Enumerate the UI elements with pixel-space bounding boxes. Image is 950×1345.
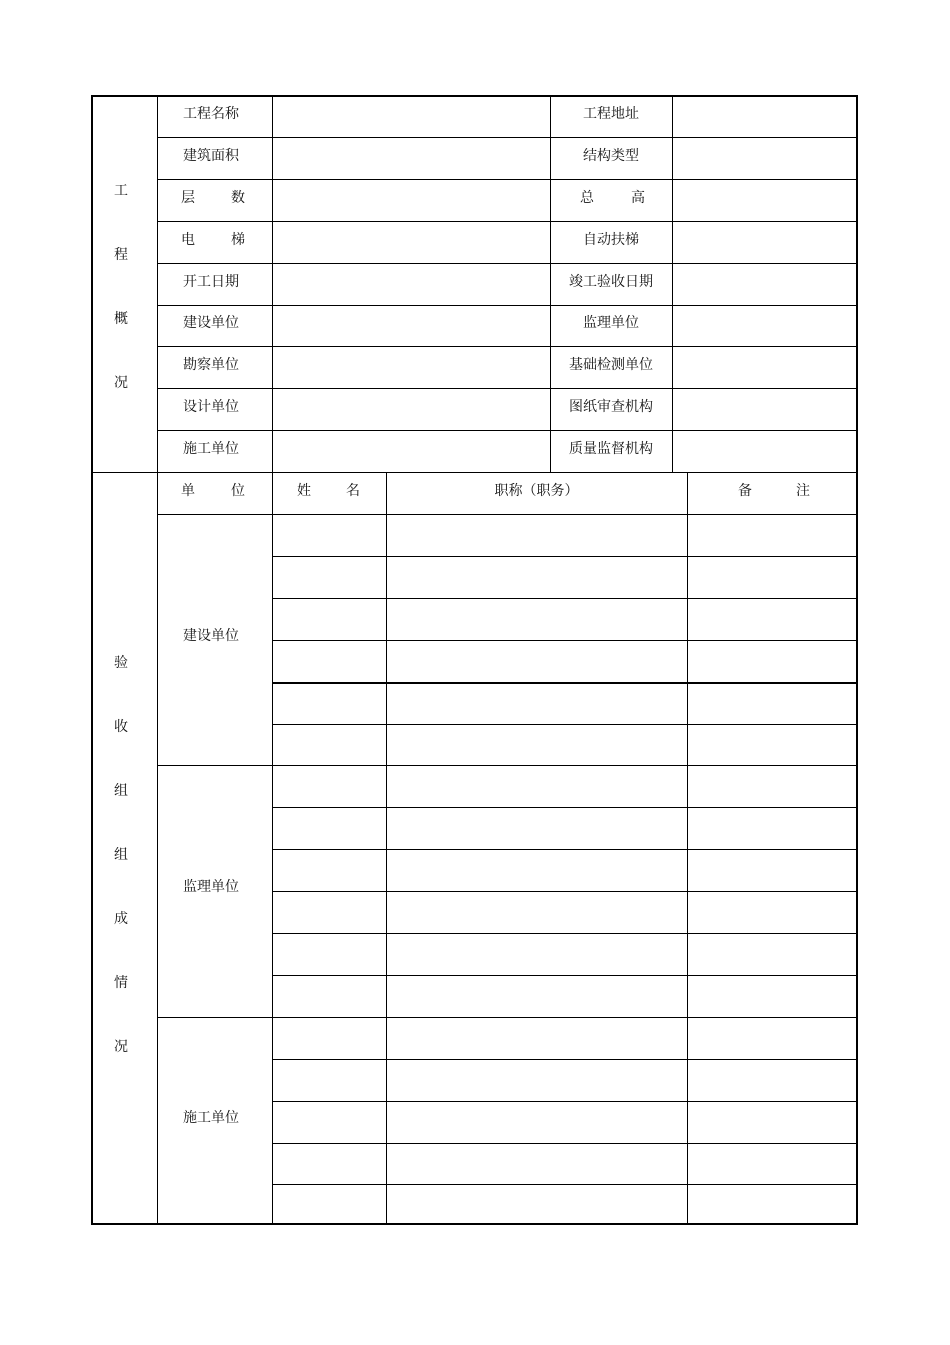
member-row-line: [272, 682, 858, 684]
overview-section-char: 况: [114, 375, 128, 391]
col-line-label: [157, 95, 158, 1224]
col-line-name: [386, 472, 387, 1224]
acceptance-section-char: 收: [114, 719, 128, 735]
header-remark: 备 注: [738, 483, 810, 500]
row-line: [157, 305, 858, 306]
overview-label-right: 基础检测单位: [569, 357, 653, 374]
row-line: [157, 179, 858, 180]
member-row-line: [272, 724, 858, 725]
overview-label-left: 勘察单位: [183, 357, 239, 374]
overview-label-right: 竣工验收日期: [569, 273, 653, 290]
col-line-overview-right: [672, 95, 673, 472]
overview-label-right: 质量监督机构: [569, 441, 653, 458]
acceptance-section-char: 况: [114, 1039, 128, 1055]
overview-label-right: 监理单位: [583, 315, 639, 332]
acceptance-section-char: 成: [114, 911, 128, 927]
member-row-line: [272, 891, 858, 892]
member-row-line: [272, 975, 858, 976]
group-bottom-line: [157, 765, 858, 766]
overview-label-left: 工程名称: [183, 105, 239, 122]
overview-label-right: 结构类型: [583, 147, 639, 164]
header-unit: 单 位: [181, 483, 245, 500]
row-line: [157, 221, 858, 222]
row-line: [157, 263, 858, 264]
row-line: [91, 472, 858, 473]
header-bottom-line: [157, 514, 858, 515]
overview-label-left: 建筑面积: [183, 147, 239, 164]
member-row-line: [272, 1059, 858, 1060]
acceptance-section-char: 组: [114, 783, 128, 799]
overview-section-char: 程: [114, 247, 128, 263]
overview-label-left: 电 梯: [181, 231, 245, 248]
group-unit-label: 监理单位: [183, 879, 239, 896]
acceptance-form-table: [91, 95, 858, 1225]
overview-label-left: 建设单位: [183, 315, 239, 332]
member-row-line: [272, 933, 858, 934]
header-name: 姓 名: [297, 483, 360, 500]
member-row-line: [272, 807, 858, 808]
overview-label-left: 设计单位: [183, 399, 239, 416]
header-title: 职称（职务）: [494, 483, 579, 500]
row-line: [157, 346, 858, 347]
member-row-line: [272, 1101, 858, 1102]
col-line-item: [272, 95, 273, 1224]
member-row-line: [272, 1184, 858, 1185]
overview-label-right: 总 高: [580, 189, 645, 206]
group-unit-label: 施工单位: [183, 1109, 239, 1126]
overview-label-left: 层 数: [181, 189, 245, 206]
member-row-line: [272, 556, 858, 557]
overview-section-char: 概: [114, 311, 128, 327]
row-line: [157, 388, 858, 389]
row-line: [157, 430, 858, 431]
row-line: [157, 137, 858, 138]
member-row-line: [272, 849, 858, 850]
overview-label-left: 开工日期: [183, 273, 239, 290]
overview-label-left: 施工单位: [183, 441, 239, 458]
acceptance-section-char: 验: [114, 655, 128, 671]
group-unit-label: 建设单位: [183, 627, 239, 644]
acceptance-section-char: 组: [114, 847, 128, 863]
member-row-line: [272, 1143, 858, 1144]
overview-label-right: 图纸审查机构: [569, 399, 653, 416]
group-bottom-line: [157, 1017, 858, 1018]
acceptance-section-char: 情: [114, 975, 128, 991]
overview-label-right: 工程地址: [583, 105, 639, 122]
overview-label-right: 自动扶梯: [583, 231, 639, 248]
member-row-line: [272, 598, 858, 599]
member-row-line: [272, 640, 858, 641]
col-line-remark: [687, 472, 688, 1224]
overview-section-char: 工: [114, 183, 128, 199]
col-line-overview-mid: [550, 95, 551, 472]
